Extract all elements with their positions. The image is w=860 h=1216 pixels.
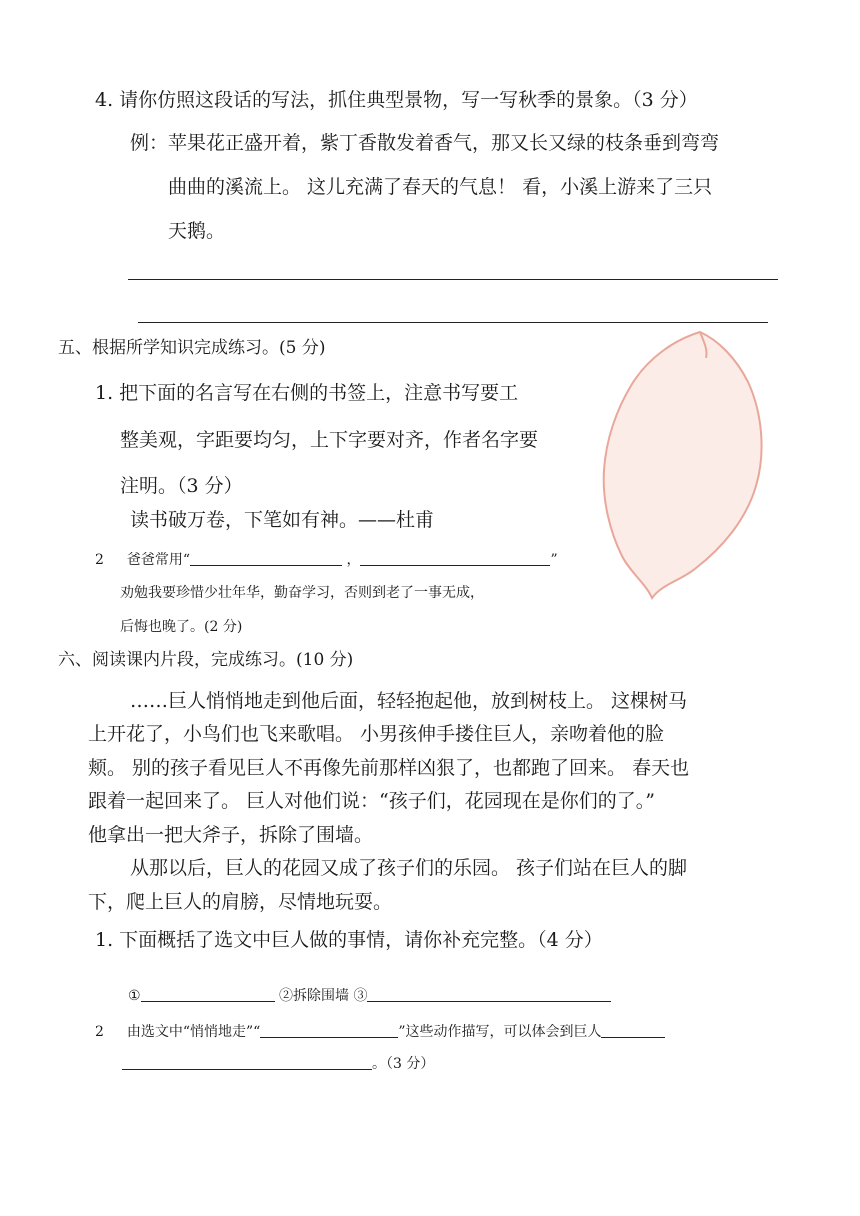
s6-passage-line5: 他拿出一把大斧子，拆除了围墙。 bbox=[88, 824, 374, 846]
s5-q1-line1: 1. 把下面的名言写在右侧的书签上，注意书写要工 bbox=[95, 382, 519, 404]
s6-q1-blank-3[interactable] bbox=[367, 987, 611, 1002]
s6-q1-answer-row bbox=[128, 987, 611, 1003]
leaf-outline bbox=[604, 332, 762, 598]
s5-q2-line2: 劝勉我要珍惜少壮年华，勤奋学习，否则到老了一事无成， bbox=[120, 585, 484, 601]
s6-passage2-line2: 下，爬上巨人的肩膀，尽情地玩耍。 bbox=[88, 891, 393, 913]
s5-q2-blank-2[interactable] bbox=[360, 551, 550, 566]
s6-q1: 1. 下面概括了选文中巨人做的事情，请你补充完整。（4 分） bbox=[95, 929, 603, 951]
s6-q1-blank-1[interactable] bbox=[141, 987, 275, 1002]
s5-q1-line3: 注明。（3 分） bbox=[120, 475, 243, 497]
leaf-bookmark-icon[interactable] bbox=[596, 326, 766, 604]
s5-q2-line1 bbox=[95, 551, 558, 567]
s6-q1-item1-label: ① bbox=[128, 988, 141, 1004]
s5-q2-blank-1[interactable] bbox=[190, 551, 342, 566]
s6-passage-line2: 上开花了，小鸟们也飞来歌唱。 小男孩伸手搂住巨人，亲吻着他的脸 bbox=[88, 723, 665, 745]
q4-prompt: 4. 请你仿照这段话的写法，抓住典型景物，写一写秋季的景象。（3 分） bbox=[95, 89, 698, 111]
s5-q1-line2: 整美观，字距要均匀，上下字要对齐，作者名字要 bbox=[120, 429, 539, 451]
s5-q2-close-quote: ” bbox=[550, 552, 558, 568]
s5-q2-line3: 后悔也晚了。(2 分) bbox=[120, 619, 243, 635]
q4-example-line3: 天鹅。 bbox=[168, 220, 226, 242]
section6-heading: 六、阅读课内片段，完成练习。(10 分) bbox=[58, 650, 354, 670]
s6-q2-line2 bbox=[122, 1055, 434, 1071]
q4-answer-line-1[interactable] bbox=[128, 279, 778, 280]
s5-q2-number: 2 bbox=[95, 552, 104, 568]
q4-example-line2: 曲曲的溪流上。 这儿充满了春天的气息！ 看，小溪上游来了三只 bbox=[168, 176, 713, 198]
s6-q2-end: 。（3 分） bbox=[372, 1056, 435, 1072]
s6-q2-number: 2 bbox=[95, 1024, 104, 1040]
s6-q2-blank-3[interactable] bbox=[122, 1055, 372, 1070]
s6-q2-blank-1[interactable] bbox=[260, 1023, 398, 1038]
s6-passage2-line1: 从那以后，巨人的花园又成了孩子们的乐园。 孩子们站在巨人的脚 bbox=[130, 857, 688, 879]
s6-q1-item2: ②拆除围墙 bbox=[279, 988, 350, 1004]
s6-passage-line4: 跟着一起回来了。 巨人对他们说：“孩子们，花园现在是你们的了。” bbox=[88, 790, 655, 812]
s6-q2-line1 bbox=[95, 1023, 665, 1039]
q4-example-line1: 例：苹果花正盛开着，紫丁香散发着香气，那又长又绿的枝条垂到弯弯 bbox=[130, 132, 720, 154]
s5-q2-comma: ， bbox=[346, 552, 361, 568]
s5-quote: 读书破万卷，下笔如有神。——杜甫 bbox=[130, 509, 435, 531]
s5-q2-prefix: 爸爸常用“ bbox=[126, 552, 190, 568]
section5-heading: 五、根据所学知识完成练习。(5 分) bbox=[58, 338, 326, 358]
s6-q2-blank-2[interactable] bbox=[601, 1023, 665, 1038]
s6-passage-line1: ……巨人悄悄地走到他后面，轻轻抱起他，放到树枝上。 这棵树马 bbox=[130, 690, 688, 712]
s6-q2-text-a: 由选文中“悄悄地走”“ bbox=[126, 1024, 261, 1040]
q4-answer-line-2[interactable] bbox=[138, 322, 768, 323]
s6-q2-text-b: ”这些动作描写，可以体会到巨人 bbox=[398, 1024, 602, 1040]
s6-q1-item3-label: ③ bbox=[353, 988, 368, 1004]
s6-passage-line3: 颊。 别的孩子看见巨人不再像先前那样凶狠了，也都跑了回来。 春天也 bbox=[88, 757, 690, 779]
